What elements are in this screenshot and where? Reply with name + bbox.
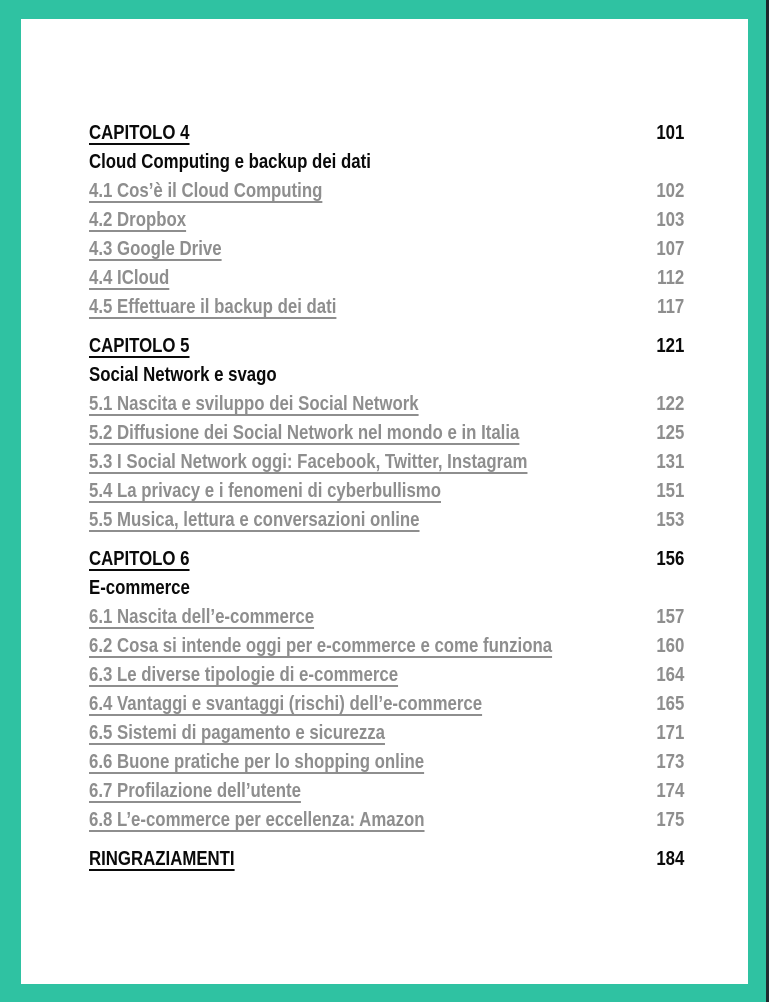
ringraziamenti-page-number: 184 (655, 848, 684, 870)
chapter-heading-row (89, 332, 684, 361)
toc-item-link[interactable]: 5.3 I Social Network oggi: Facebook, Twitter, Instagram (89, 451, 528, 473)
toc-item-link[interactable]: 5.1 Nascita e sviluppo dei Social Network (89, 393, 419, 415)
chapter-4-link[interactable]: CAPITOLO 4 (89, 122, 190, 144)
chapter-4-page-number: 101 (655, 122, 684, 144)
toc-item-row (89, 264, 684, 293)
toc-item-page-number: 125 (655, 422, 684, 444)
toc-item-row (89, 661, 684, 690)
toc-item-link[interactable]: 4.1 Cos’è il Cloud Computing (89, 180, 323, 202)
toc-item-link[interactable]: 4.2 Dropbox (89, 209, 187, 231)
chapter-6-link[interactable]: CAPITOLO 6 (89, 548, 190, 570)
toc-item-link[interactable]: 6.7 Profilazione dell’utente (89, 780, 301, 802)
toc-item-link[interactable]: 6.3 Le diverse tipologie di e-commerce (89, 664, 399, 686)
toc-item-link[interactable]: 5.5 Musica, lettura e conversazioni online (89, 509, 420, 531)
chapter-subtitle-row (89, 574, 684, 603)
toc-item-page-number: 157 (655, 606, 684, 628)
chapter-6-page-number: 156 (655, 548, 684, 570)
chapter-subtitle-row (89, 361, 684, 390)
chapter-4-subtitle: Cloud Computing e backup dei dati (89, 151, 371, 173)
toc-item-link[interactable]: 6.4 Vantaggi e svantaggi (rischi) dell’e-commerce (89, 693, 483, 715)
toc-item-link[interactable]: 4.4 ICloud (89, 267, 170, 289)
toc-item-link[interactable]: 6.1 Nascita dell’e-commerce (89, 606, 315, 628)
toc-item-page-number: 107 (655, 238, 684, 260)
toc-item-page-number: 174 (655, 780, 684, 802)
toc-item-link[interactable]: 6.5 Sistemi di pagamento e sicurezza (89, 722, 385, 744)
document-page (21, 19, 748, 984)
table-of-contents (21, 19, 748, 874)
toc-item-page-number: 164 (655, 664, 684, 686)
toc-item-page-number: 160 (655, 635, 684, 657)
toc-item-row (89, 777, 684, 806)
ringraziamenti-link[interactable]: RINGRAZIAMENTI (89, 848, 235, 870)
toc-item-page-number: 151 (655, 480, 684, 502)
chapter-5-subtitle: Social Network e svago (89, 364, 277, 386)
toc-item-row (89, 506, 684, 535)
chapter-heading-row (89, 545, 684, 574)
toc-item-page-number: 173 (655, 751, 684, 773)
toc-item-link[interactable]: 6.8 L’e-commerce per eccellenza: Amazon (89, 809, 425, 831)
toc-item-row (89, 632, 684, 661)
chapter-heading-row (89, 119, 684, 148)
toc-item-page-number: 165 (655, 693, 684, 715)
toc-item-row (89, 477, 684, 506)
toc-item-row (89, 719, 684, 748)
toc-item-page-number: 102 (655, 180, 684, 202)
toc-item-link[interactable]: 5.2 Diffusione dei Social Network nel mondo e in Italia (89, 422, 520, 444)
chapter-5-link[interactable]: CAPITOLO 5 (89, 335, 190, 357)
toc-item-row (89, 293, 684, 322)
toc-item-link[interactable]: 6.2 Cosa si intende oggi per e-commerce e come funziona (89, 635, 553, 657)
backmatter-heading-row (89, 845, 684, 874)
toc-item-page-number: 153 (655, 509, 684, 531)
toc-item-row (89, 390, 684, 419)
chapter-subtitle-row (89, 148, 684, 177)
toc-item-row (89, 235, 684, 264)
toc-item-page-number: 117 (656, 296, 684, 318)
toc-item-link[interactable]: 4.5 Effettuare il backup dei dati (89, 296, 337, 318)
toc-item-row (89, 603, 684, 632)
toc-item-page-number: 131 (655, 451, 684, 473)
toc-item-page-number: 103 (655, 209, 684, 231)
toc-item-row (89, 806, 684, 835)
toc-item-page-number: 112 (656, 267, 684, 289)
chapter-6-subtitle: E-commerce (89, 577, 190, 599)
toc-item-link[interactable]: 4.3 Google Drive (89, 238, 222, 260)
toc-item-row (89, 177, 684, 206)
toc-item-link[interactable]: 6.6 Buone pratiche per lo shopping online (89, 751, 425, 773)
toc-item-row (89, 448, 684, 477)
toc-item-page-number: 175 (655, 809, 684, 831)
toc-item-row (89, 206, 684, 235)
toc-item-page-number: 122 (655, 393, 684, 415)
chapter-5-page-number: 121 (655, 335, 684, 357)
toc-item-link[interactable]: 5.4 La privacy e i fenomeni di cyberbullismo (89, 480, 441, 502)
toc-item-row (89, 690, 684, 719)
toc-item-row (89, 419, 684, 448)
toc-item-page-number: 171 (655, 722, 684, 744)
toc-item-row (89, 748, 684, 777)
